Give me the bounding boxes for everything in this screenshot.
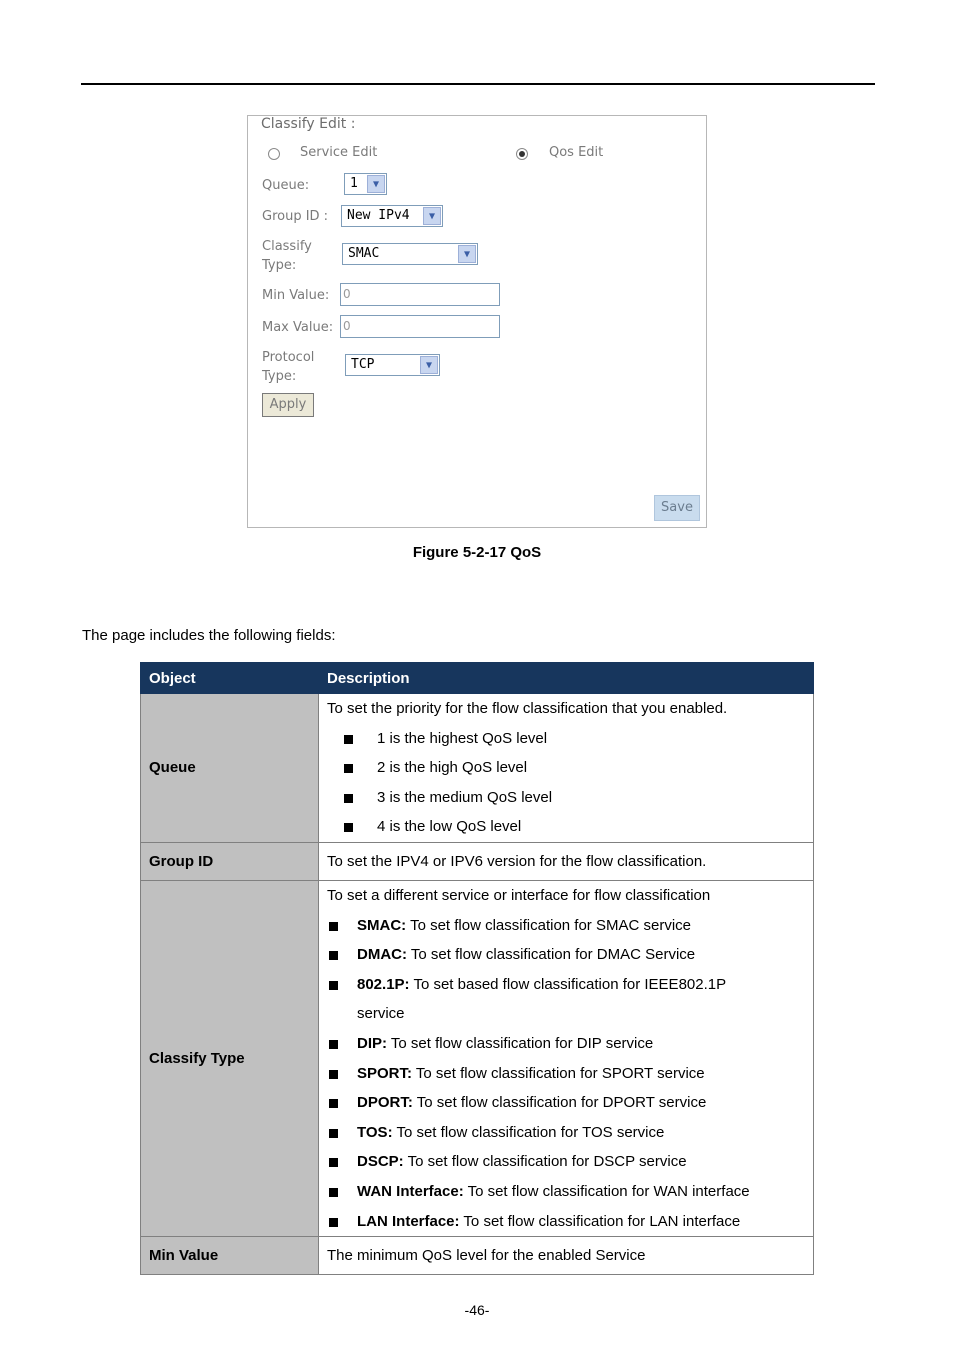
list-item xyxy=(327,1147,805,1177)
group-id-select-value: New IPv4 xyxy=(347,208,410,223)
bullet-square-icon xyxy=(329,1099,338,1108)
list-item xyxy=(327,940,805,970)
classify-type-select[interactable] xyxy=(342,243,478,265)
list-item xyxy=(327,753,805,783)
queue-select-value: 1 xyxy=(350,176,358,191)
list-item-text: 4 is the low QoS level xyxy=(377,818,522,836)
classify-type-label-1: Classify xyxy=(262,239,312,254)
table-row xyxy=(141,880,814,1236)
figure-caption: Figure 5-2-17 QoS xyxy=(412,544,542,561)
list-item xyxy=(327,970,757,1029)
object-queue: Queue xyxy=(141,694,319,843)
list-item-text: To set flow classification for SPORT service xyxy=(412,1064,705,1082)
bullet-square-icon xyxy=(329,1158,338,1167)
group-id-select[interactable] xyxy=(341,205,443,227)
fields-table xyxy=(140,662,814,1275)
list-item-text: To set flow classification for SMAC service xyxy=(406,916,691,934)
bullet-square-icon xyxy=(329,1188,338,1197)
list-item xyxy=(327,724,805,754)
service-edit-label: Service Edit xyxy=(300,145,378,160)
list-item-term: 802.1P: xyxy=(357,975,410,993)
list-item xyxy=(327,1029,805,1059)
list-item-text: To set flow classification for WAN interface xyxy=(463,1182,750,1200)
page-number: -46- xyxy=(464,1302,490,1318)
list-item xyxy=(327,1059,805,1089)
list-item-text: To set flow classification for DMAC Service xyxy=(407,946,696,964)
list-item-term: DIP: xyxy=(357,1034,387,1052)
list-item xyxy=(327,812,805,842)
header-object: Object xyxy=(141,663,319,694)
description-queue xyxy=(319,694,814,843)
chevron-down-icon: ▼ xyxy=(420,356,438,374)
queue-lead: To set the priority for the flow classification that you enabled. xyxy=(327,700,728,717)
min-value-label: Min Value: xyxy=(262,288,330,303)
list-item-term: SMAC: xyxy=(357,916,407,934)
list-item xyxy=(327,1118,805,1148)
object-classify-type: Classify Type xyxy=(141,880,319,1236)
header-rule xyxy=(81,83,875,85)
qos-edit-label: Qos Edit xyxy=(549,145,604,160)
bullet-square-icon xyxy=(329,1129,338,1138)
classify-type-label-2: Type: xyxy=(262,258,297,273)
list-item-text: 1 is the highest QoS level xyxy=(377,729,548,747)
protocol-type-label-1: Protocol xyxy=(262,350,315,365)
apply-button[interactable]: Apply xyxy=(262,393,314,417)
max-value-label: Max Value: xyxy=(262,320,334,335)
classify-type-select-value: SMAC xyxy=(348,246,380,261)
list-item xyxy=(327,911,805,941)
service-edit-radio[interactable] xyxy=(268,148,280,160)
list-item-text: 3 is the medium QoS level xyxy=(377,788,553,806)
chevron-down-icon: ▼ xyxy=(423,207,441,225)
list-item-term: DSCP: xyxy=(357,1153,404,1171)
bullet-square-icon xyxy=(329,922,338,931)
bullet-square-icon xyxy=(344,735,353,744)
classify-edit-panel xyxy=(247,115,707,528)
list-item-term: WAN Interface: xyxy=(357,1182,464,1200)
list-item-text: To set flow classification for DPORT service xyxy=(412,1094,707,1112)
header-description: Description xyxy=(319,663,814,694)
min-value-input[interactable]: 0 xyxy=(340,283,500,306)
chevron-down-icon: ▼ xyxy=(458,245,476,263)
list-item xyxy=(327,1177,805,1207)
list-item xyxy=(327,1088,805,1118)
list-item-text: 2 is the high QoS level xyxy=(377,759,528,777)
max-value-input[interactable]: 0 xyxy=(340,315,500,338)
bullet-square-icon xyxy=(329,1070,338,1079)
object-min-value: Min Value xyxy=(141,1237,319,1275)
qos-edit-radio[interactable] xyxy=(516,148,528,160)
object-group-id: Group ID xyxy=(141,842,319,880)
group-id-label: Group ID : xyxy=(262,209,329,224)
panel-title: Classify Edit : xyxy=(261,116,356,132)
table-row xyxy=(141,842,814,880)
bullet-square-icon xyxy=(344,764,353,773)
description-min-value: The minimum QoS level for the enabled Service xyxy=(319,1237,814,1275)
protocol-type-select-value: TCP xyxy=(351,357,375,372)
intro-text: The page includes the following fields: xyxy=(82,627,336,644)
list-item xyxy=(327,783,805,813)
protocol-type-label-2: Type: xyxy=(262,369,297,384)
list-item-term: DMAC: xyxy=(357,946,407,964)
table-row xyxy=(141,1237,814,1275)
table-header-row xyxy=(141,663,814,694)
list-item-term: TOS: xyxy=(357,1123,393,1141)
list-item-term: SPORT: xyxy=(357,1064,413,1082)
description-classify-type xyxy=(319,880,814,1236)
table-row xyxy=(141,694,814,843)
bullet-square-icon xyxy=(329,981,338,990)
list-item-text: To set flow classification for DIP service xyxy=(387,1034,654,1052)
chevron-down-icon: ▼ xyxy=(367,175,385,193)
save-button[interactable]: Save xyxy=(654,495,700,521)
list-item-term: DPORT: xyxy=(357,1094,413,1112)
bullet-square-icon xyxy=(329,951,338,960)
list-item-text: To set flow classification for LAN interface xyxy=(459,1212,741,1230)
bullet-square-icon xyxy=(344,794,353,803)
queue-label: Queue: xyxy=(262,178,310,193)
protocol-type-select[interactable] xyxy=(345,354,440,376)
queue-select[interactable] xyxy=(344,173,387,195)
list-item-term: LAN Interface: xyxy=(357,1212,460,1230)
classify-lead: To set a different service or interface for flow classification xyxy=(327,886,711,904)
bullet-square-icon xyxy=(329,1040,338,1049)
list-item-text: To set based flow classification for IEEE802.1P service xyxy=(357,975,726,1023)
list-item xyxy=(327,1207,805,1237)
description-group-id: To set the IPV4 or IPV6 version for the flow classification. xyxy=(319,842,814,880)
list-item-text: To set flow classification for TOS service xyxy=(392,1123,665,1141)
list-item-text: To set flow classification for DSCP service xyxy=(403,1153,687,1171)
bullet-square-icon xyxy=(329,1218,338,1227)
bullet-square-icon xyxy=(344,823,353,832)
